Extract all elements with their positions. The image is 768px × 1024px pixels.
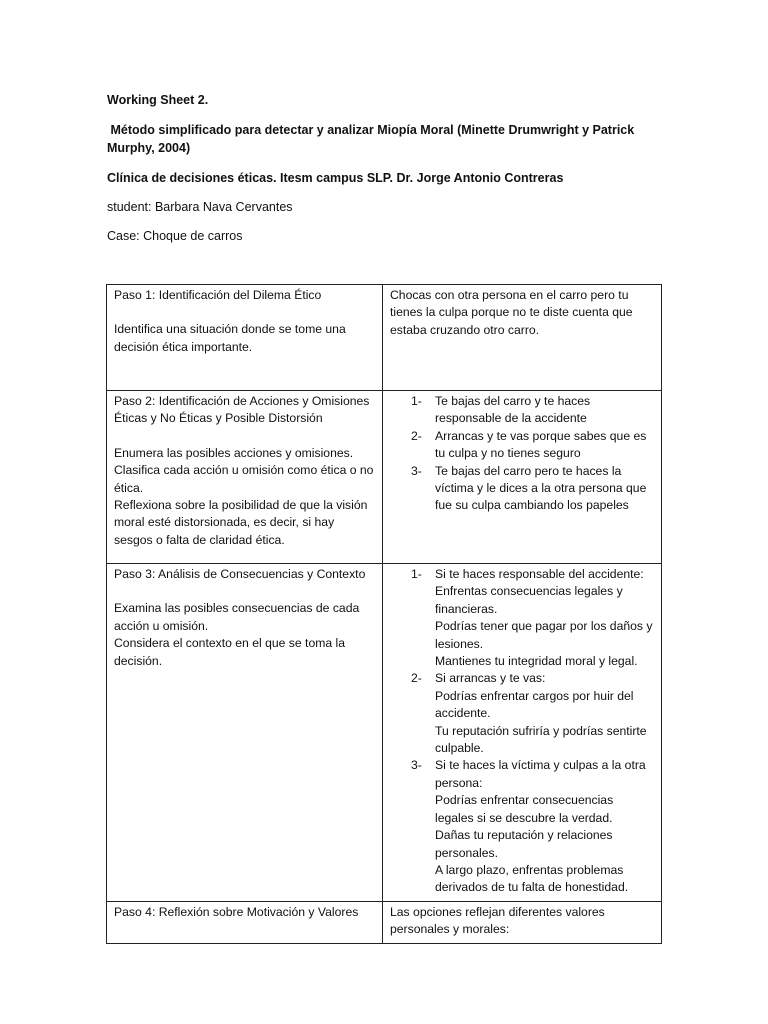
item-line: Dañas tu reputación y relaciones personales. (435, 828, 613, 860)
item-number: 1- (411, 567, 422, 581)
step-cell (107, 391, 383, 564)
item-line: Tu reputación sufriría y podrías sentirte culpable. (435, 723, 647, 756)
step-description: Clasifica cada acción u omisión como ética o no ética. (114, 463, 374, 495)
step-title: Paso 2: Identificación de Acciones y Omisiones Éticas y No Éticas y Posible Distorsión (114, 394, 370, 426)
item-number: 2- (411, 428, 422, 443)
step-description: Enumera las posibles acciones y omisiones. (114, 445, 354, 460)
item-number: 1- (411, 394, 422, 408)
table-row (107, 391, 662, 564)
worksheet-table (106, 284, 662, 944)
method-heading: Método simplificado para detectar y analizar Miopía Moral (Minette Drumwright y Patrick Murphy, 2004) (107, 123, 638, 155)
list-item (390, 428, 655, 463)
item-line: Podrías tener que pagar por los daños y lesiones. (435, 619, 653, 651)
step-description: Examina las posibles consecuencias de cada acción u omisión. (114, 601, 360, 633)
item-line: Podrías enfrentar cargos por huir del accidente. (435, 688, 634, 721)
item-number: 3- (411, 463, 422, 478)
list-item (390, 566, 655, 670)
item-line: Enfrentas consecuencias legales y financieras. (435, 584, 623, 616)
step-cell (107, 564, 383, 902)
step-cell (107, 901, 383, 943)
document-title: Working Sheet 2. (107, 93, 209, 107)
step-title: Paso 4: Reflexión sobre Motivación y Valores (114, 904, 359, 919)
answer-text: Las opciones reflejan diferentes valores personales y morales: (390, 904, 605, 937)
item-line: Si te haces responsable del accidente: (435, 567, 644, 581)
case-name: Case: Choque de carros (107, 229, 243, 243)
answer-text: Chocas con otra persona en el carro pero tu tienes la culpa porque no te diste cuenta que estaba cruzando otro carro. (390, 288, 633, 337)
step-description: Reflexiona sobre la posibilidad de que la visión moral esté distorsionada, es decir, si hay sesgos o falta de claridad ética. (114, 498, 368, 547)
list-item (390, 463, 655, 515)
item-line: A largo plazo, enfrentas problemas derivados de tu falta de honestidad. (435, 862, 629, 895)
table-row (107, 901, 662, 943)
item-text: Te bajas del carro y te haces responsable de la accidente (435, 394, 591, 426)
step-description: Identifica una situación donde se tome una decisión ética importante. (114, 322, 346, 354)
step-cell (107, 285, 383, 391)
item-line: Si arrancas y te vas: (435, 671, 546, 686)
step-title: Paso 3: Análisis de Consecuencias y Contexto (114, 567, 366, 581)
clinic-heading: Clínica de decisiones éticas. Itesm campus SLP. Dr. Jorge Antonio Contreras (107, 171, 564, 185)
answer-cell (383, 285, 662, 391)
list-item (390, 670, 655, 757)
item-number: 3- (411, 758, 422, 773)
action-list (390, 393, 655, 515)
item-line: Podrías enfrentar consecuencias legales si se descubre la verdad. (435, 793, 614, 825)
table-row (107, 285, 662, 391)
item-line: Si te haces la víctima y culpas a la otra persona: (435, 758, 646, 790)
table-row (107, 564, 662, 902)
answer-cell (383, 391, 662, 564)
answer-cell (383, 901, 662, 943)
consequence-list (390, 566, 655, 897)
answer-cell (383, 564, 662, 902)
item-line: Mantienes tu integridad moral y legal. (435, 654, 638, 669)
list-item (390, 757, 655, 896)
step-description: Considera el contexto en el que se toma la decisión. (114, 636, 346, 668)
list-item (390, 393, 655, 428)
item-number: 2- (411, 671, 422, 686)
step-title: Paso 1: Identificación del Dilema Ético (114, 288, 322, 302)
student-name: student: Barbara Nava Cervantes (107, 200, 293, 214)
item-text: Arrancas y te vas porque sabes que es tu culpa y no tienes seguro (435, 428, 647, 461)
item-text: Te bajas del carro pero te haces la víctima y le dices a la otra persona que fue su culpa cambiando los papeles (435, 463, 647, 513)
